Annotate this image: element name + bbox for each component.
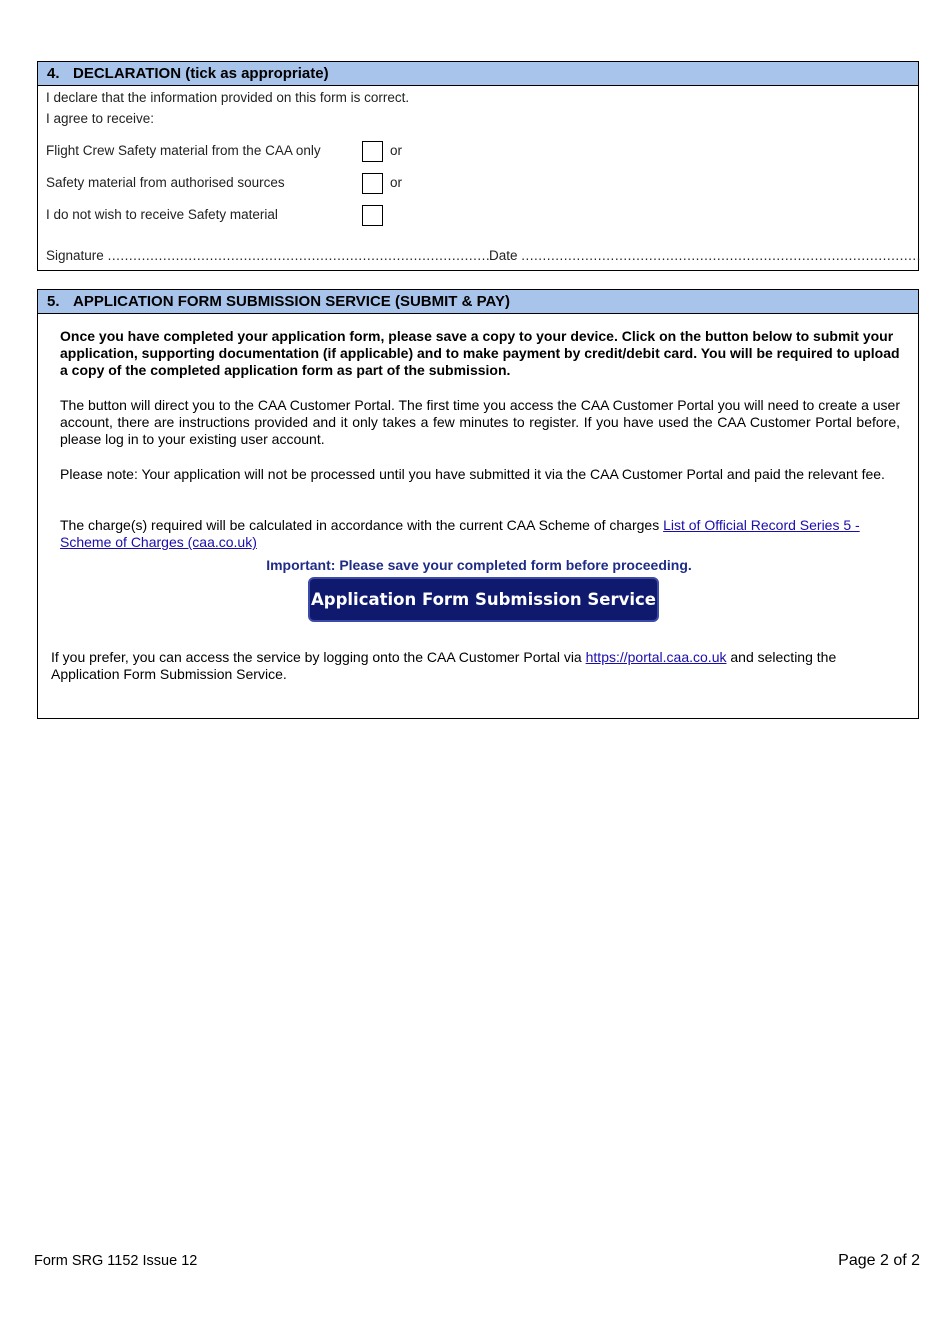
option-caa-only-label: Flight Crew Safety material from the CAA only [46,143,321,158]
option-authorised-or: or [390,175,403,190]
scheme-of-charges-link[interactable]: List of Official Record Series 5 - Scheme of Charges (caa.co.uk) [60,517,860,550]
prefer-text: If you prefer, you can access the service by logging onto the CAA Customer Portal via [51,649,586,665]
submission-charges [60,517,900,551]
form-identifier: Form SRG 1152 Issue 12 [34,1253,198,1269]
submission-section [37,289,919,719]
option-caa-only-checkbox[interactable] [362,141,383,162]
important-notice: Important: Please save your completed form before proceeding. [266,557,692,573]
signature-row [46,248,921,263]
declaration-number: 4. [47,65,60,82]
submission-para-1: Once you have completed your application form, please save a copy to your device. Click on the button below to submit your application, supporting documentation (if applicable) and to make payment by credit/debit card. You will be required to upload a copy of the completed application form as part of the submission. [60,328,900,378]
option-authorised-label: Safety material from authorised sources [46,175,285,190]
submission-intro [60,328,900,379]
date-label: Date [489,248,518,263]
prefer-paragraph [51,649,901,683]
option-caa-only-or: or [390,143,403,158]
submission-para-2: The button will direct you to the CAA Customer Portal. The first time you access the CAA Customer Portal you will need to create a user account, there are instructions provided and it only takes a few minutes to register. If you have used the CAA Customer Portal before, please log in to your existing user account. [60,397,900,447]
signature-field[interactable]: .......................................................................................... [107,248,491,263]
declaration-agree: I agree to receive: [46,111,155,126]
signature-label: Signature [46,248,104,263]
submission-portal [60,397,900,448]
submission-note [60,466,900,483]
declaration-title: DECLARATION (tick as appropriate) [73,65,329,82]
submission-number: 5. [47,293,60,310]
declaration-section [37,61,919,271]
page-number: Page 2 of 2 [838,1252,920,1269]
charges-text: The charge(s) required will be calculated in accordance with the current CAA Scheme of charges [60,517,664,533]
option-authorised-checkbox[interactable] [362,173,383,194]
application-form-submission-button[interactable]: Application Form Submission Service [308,577,659,622]
date-field[interactable]: .............................................................................................. [521,248,921,263]
portal-link[interactable]: https://portal.caa.co.uk [585,649,727,665]
declaration-statement: I declare that the information provided on this form is correct. [46,90,410,105]
submission-header [38,290,918,314]
prefer-end: and selecting the Application Form Submission Service. [51,649,837,682]
option-none-label: I do not wish to receive Safety material [46,207,278,222]
submission-title: APPLICATION FORM SUBMISSION SERVICE (SUBMIT & PAY) [73,293,510,310]
submission-para-3: Please note: Your application will not be processed until you have submitted it via the CAA Customer Portal and paid the relevant fee. [60,466,885,482]
option-none-checkbox[interactable] [362,205,383,226]
declaration-header [38,62,918,86]
